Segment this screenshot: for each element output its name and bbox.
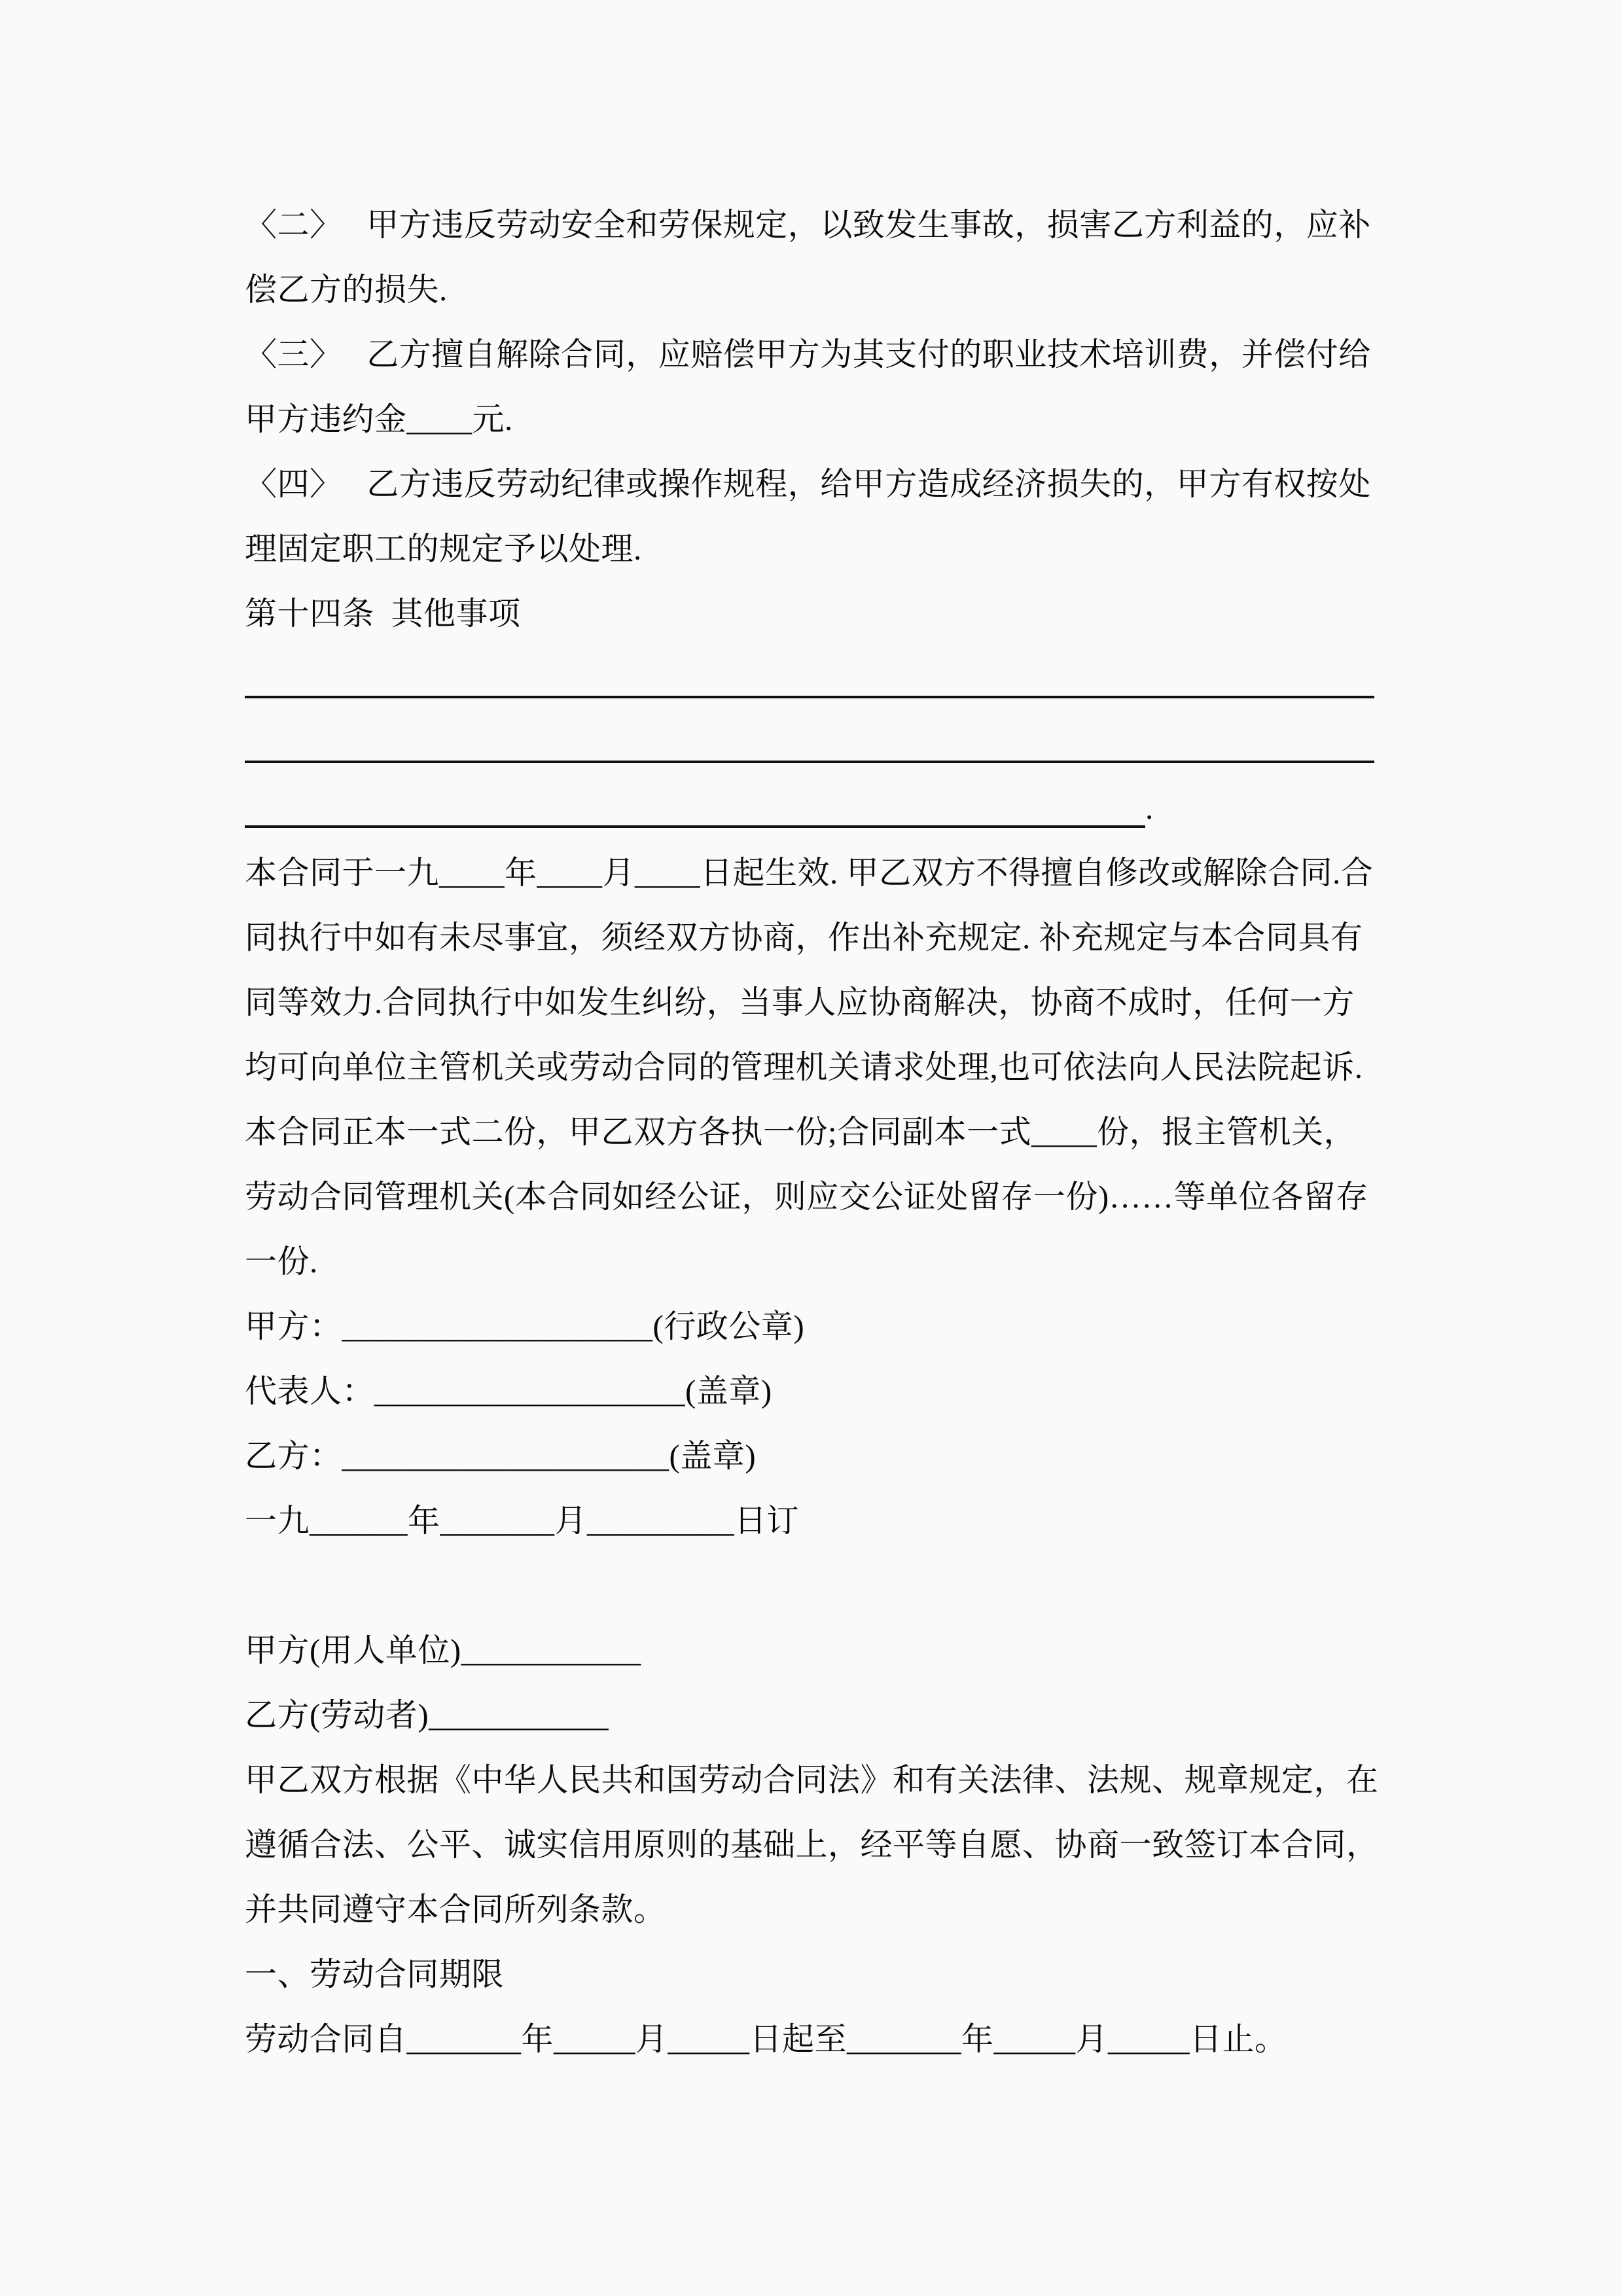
document-line: 〈三〉 乙方擅自解除合同，应赔偿甲方为其支付的职业技术培训费，并偿付给: [245, 336, 1371, 372]
document-body: [245, 192, 1383, 2072]
document-blank-line: [245, 711, 1383, 776]
blank-underline: [245, 696, 1374, 698]
document-line: 一九______年_______月_________日订: [245, 1503, 800, 1539]
document-line: 偿乙方的损失.: [245, 272, 448, 308]
document-line: 甲方违约金____元.: [245, 401, 513, 437]
document-line: 乙方(劳动者)___________: [245, 1697, 609, 1733]
document-line: 劳动合同自_______年_____月_____日起至_______年_____月_____日止。: [245, 2021, 1287, 2057]
document-line: 〈二〉 甲方违反劳动安全和劳保规定，以致发生事故，损害乙方利益的，应补: [245, 207, 1371, 243]
blank-underline: [245, 761, 1374, 763]
document-line: 本合同正本一式二份，甲乙双方各执一份;合同副本一式____份，报主管机关，: [245, 1114, 1357, 1150]
document-blank-line: [245, 646, 1383, 711]
document-line: 一份.: [245, 1244, 318, 1280]
document-line: 均可向单位主管机关或劳动合同的管理机关请求处理,也可依法向人民法院起诉.: [245, 1049, 1363, 1085]
document-line: 同等效力.合同执行中如发生纠纷，当事人应协商解决，协商不成时，任何一方: [245, 984, 1355, 1020]
document-line: 乙方：____________________(盖章): [245, 1438, 757, 1474]
document-line: 理固定职工的规定予以处理.: [245, 531, 642, 567]
document-line: 甲方(用人单位)___________: [245, 1632, 641, 1668]
document-line: [245, 1553, 1383, 1618]
document-line: 一、劳动合同期限: [245, 1956, 505, 1992]
document-line: 劳动合同管理机关(本合同如经公证，则应交公证处留存一份)……等单位各留存: [245, 1179, 1368, 1215]
document-line: 同执行中如有未尽事宜，须经双方协商，作出补充规定. 补充规定与本合同具有: [245, 920, 1363, 956]
document-line: 甲乙双方根据《中华人民共和国劳动合同法》和有关法律、法规、规章规定，在: [245, 1762, 1379, 1798]
document-line: 遵循合法、公平、诚实信用原则的基础上，经平等自愿、协商一致签订本合同，: [245, 1827, 1379, 1863]
document-line: 代表人：___________________(盖章): [245, 1373, 772, 1409]
document-line: 〈四〉 乙方违反劳动纪律或操作规程，给甲方造成经济损失的，甲方有权按处: [245, 466, 1371, 502]
document-line: 本合同于一九____年____月____日起生效. 甲乙双方不得擅自修改或解除合同.合: [245, 855, 1374, 891]
document-line: 甲方：___________________(行政公章): [245, 1308, 805, 1344]
document-line: 并共同遵守本合同所列条款。: [245, 1892, 666, 1928]
document-line: 第十四条 其他事项: [245, 596, 521, 632]
document-blank-line: .: [245, 776, 1383, 840]
blank-underline: [245, 825, 1145, 828]
